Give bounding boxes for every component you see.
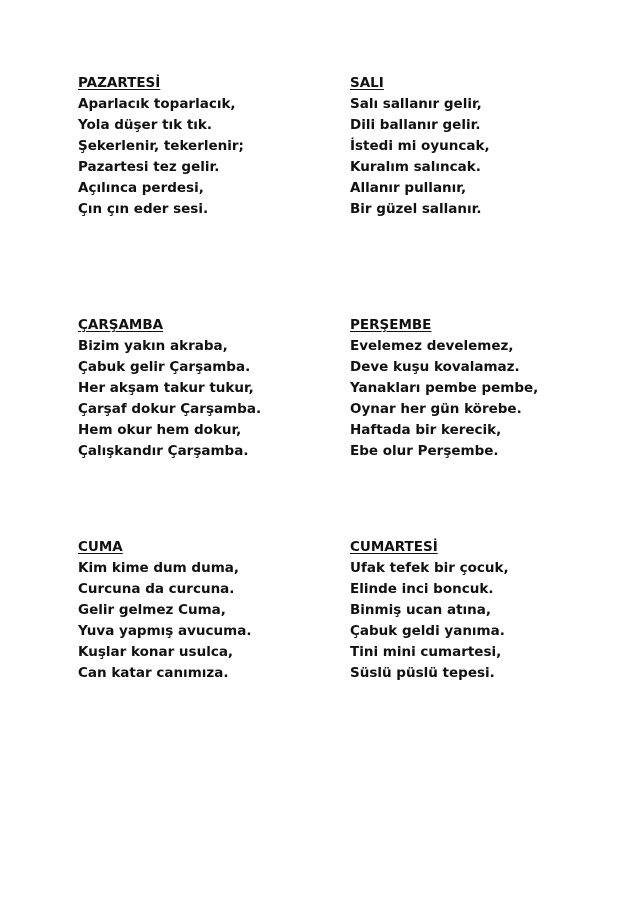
poem-line: Binmiş ucan atına, [350, 602, 492, 618]
poem-line: Şekerlenir, tekerlenir; [78, 138, 244, 154]
poem-line: Çarşaf dokur Çarşamba. [78, 401, 262, 417]
poem-line: Elinde inci boncuk. [350, 581, 494, 597]
poem-line: Tini mini cumartesi, [350, 644, 502, 660]
poem-line: Pazartesi tez gelir. [78, 159, 220, 175]
poem-line: Haftada bir kerecik, [350, 422, 502, 438]
poem-line: Salı sallanır gelir, [350, 96, 482, 112]
poem-line: Hem okur hem dokur, [78, 422, 242, 438]
poem-line: Her akşam takur tukur, [78, 380, 254, 396]
poem-line: Allanır pullanır, [350, 180, 467, 196]
poem-line: Kuralım salıncak. [350, 159, 481, 175]
poem-line: Kuşlar konar usulca, [78, 644, 234, 660]
poem-line: Can katar canımıza. [78, 665, 229, 681]
poem-cuma [78, 537, 328, 684]
poem-title: ÇARŞAMBA [78, 317, 164, 333]
poem-line: İstedi mi oyuncak, [350, 138, 490, 154]
poem-line: Bir güzel sallanır. [350, 201, 482, 217]
poem-title: PERŞEMBE [350, 317, 432, 333]
poem-line: Bizim yakın akraba, [78, 338, 228, 354]
poem-line: Yanakları pembe pembe, [350, 380, 539, 396]
poem-line: Ufak tefek bir çocuk, [350, 560, 509, 576]
poem-line: Ebe olur Perşembe. [350, 443, 499, 459]
poem-line: Çabuk gelir Çarşamba. [78, 359, 251, 375]
poem-persembe [350, 315, 600, 462]
poem-line: Kim kime dum duma, [78, 560, 240, 576]
poem-carsamba [78, 315, 328, 462]
poem-pazartesi [78, 73, 328, 220]
poem-line: Oynar her gün körebe. [350, 401, 522, 417]
poem-sali [350, 73, 600, 220]
poem-line: Aparlacık toparlacık, [78, 96, 236, 112]
poem-title: CUMA [78, 539, 123, 555]
poem-line: Yola düşer tık tık. [78, 117, 213, 133]
poem-title: PAZARTESİ [78, 75, 161, 91]
poem-cumartesi [350, 537, 600, 684]
poem-line: Çabuk geldi yanıma. [350, 623, 505, 639]
poem-title: CUMARTESİ [350, 539, 438, 555]
poem-line: Açılınca perdesi, [78, 180, 204, 196]
poem-line: Evelemez develemez, [350, 338, 514, 354]
poem-line: Curcuna da curcuna. [78, 581, 235, 597]
poem-title: SALI [350, 75, 384, 91]
poem-line: Çalışkandır Çarşamba. [78, 443, 249, 459]
poem-line: Deve kuşu kovalamaz. [350, 359, 520, 375]
poem-line: Yuva yapmış avucuma. [78, 623, 252, 639]
poem-line: Süslü püslü tepesi. [350, 665, 495, 681]
poem-line: Dili ballanır gelir. [350, 117, 481, 133]
poem-line: Çın çın eder sesi. [78, 201, 209, 217]
poem-line: Gelir gelmez Cuma, [78, 602, 226, 618]
